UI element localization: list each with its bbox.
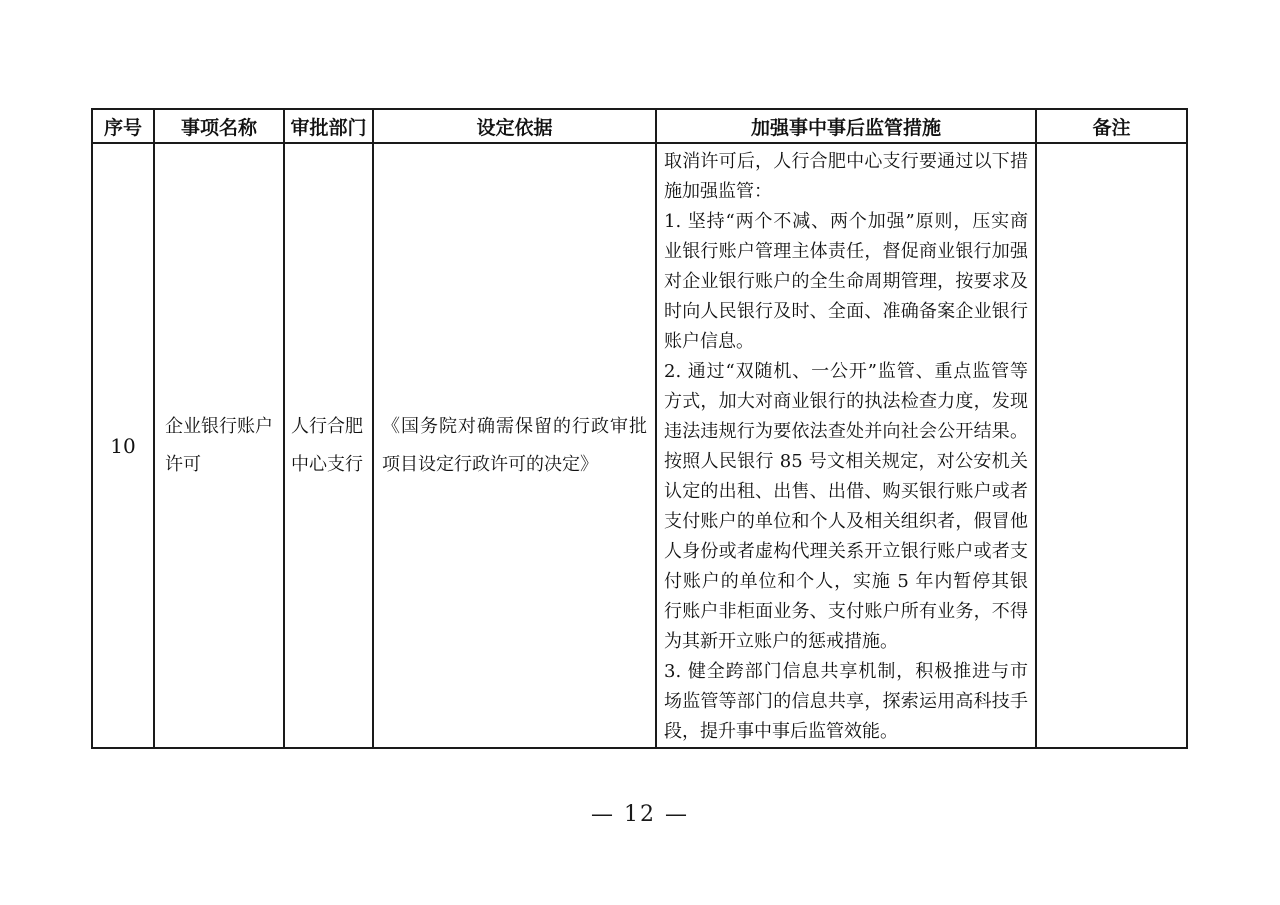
cell-serial-number: 10 [92, 143, 154, 748]
cell-item-name: 企业银行账户许可 [154, 143, 284, 748]
table-header-row [92, 109, 1187, 143]
column-header-item-name: 事项名称 [154, 109, 284, 143]
measure-paragraph-intro: 取消许可后，人行合肥中心支行要通过以下措施加强监管： [664, 151, 1028, 202]
page-number: — 12 — [591, 802, 689, 827]
measure-paragraph-2: 2. 通过“双随机、一公开”监管、重点监管等方式，加大对商业银行的执法检查力度，发现违法违规行为要依法查处并向社会公开结果。按照人民银行 85 号文相关规定，对公安机关认定的出租、出售、出借、购买银行账户或者支付账户的单位和个人及相关组织者，假冒他人身份或者虚构代理关系开立银行账户或者支付账户的单位和个人，实施 5 年内暂停其银行账户非柜面业务、支付账户所有业务，不得为其新开立账户的惩戒措施。 [664, 361, 1028, 652]
table-row [92, 143, 1187, 748]
cell-setting-basis: 《国务院对确需保留的行政审批项目设定行政许可的决定》 [373, 143, 656, 748]
measure-paragraph-1: 1. 坚持“两个不减、两个加强”原则，压实商业银行账户管理主体责任，督促商业银行加强对企业银行账户的全生命周期管理，按要求及时向人民银行及时、全面、准确备案企业银行账户信息。 [664, 211, 1028, 352]
column-header-basis: 设定依据 [373, 109, 656, 143]
cell-approval-department: 人行合肥中心支行 [284, 143, 373, 748]
column-header-measures: 加强事中事后监管措施 [656, 109, 1036, 143]
cell-supervision-measures [656, 143, 1036, 748]
measure-paragraph-3: 3. 健全跨部门信息共享机制，积极推进与市场监管等部门的信息共享，探索运用高科技手段，提升事中事后监管效能。 [664, 661, 1028, 742]
column-header-remark: 备注 [1036, 109, 1187, 143]
cell-remark [1036, 143, 1187, 748]
approval-items-table [91, 108, 1188, 749]
column-header-department: 审批部门 [284, 109, 373, 143]
column-header-serial: 序号 [92, 109, 154, 143]
